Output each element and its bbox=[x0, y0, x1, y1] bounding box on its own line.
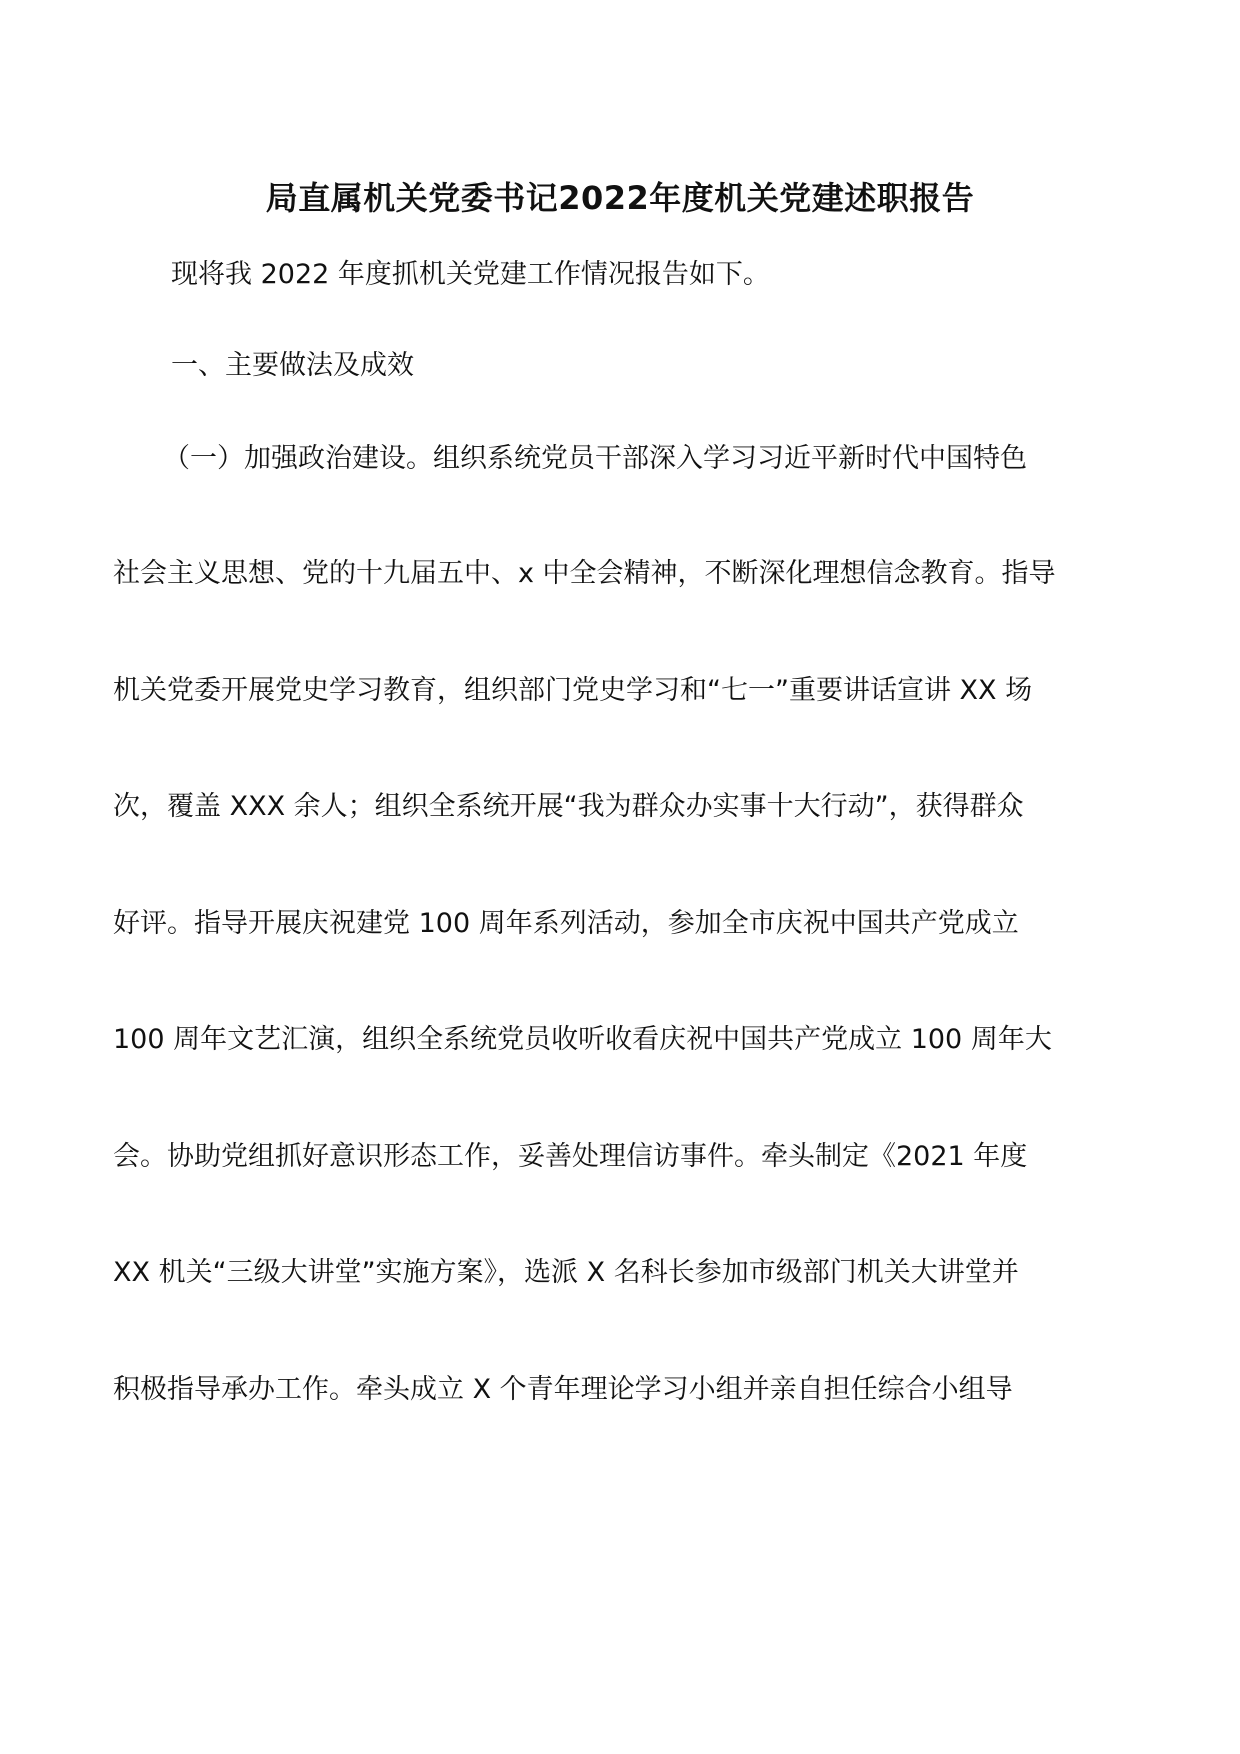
paragraph-line: 机关党委开展党史学习教育，组织部门党史学习和“七一”重要讲话宣讲 XX 场 bbox=[113, 675, 1033, 706]
paragraph-line: 社会主义思想、党的十九届五中、x 中全会精神，不断深化理想信念教育。指导 bbox=[113, 558, 1056, 589]
document-title: 局直属机关党委书记2022年度机关党建述职报告 bbox=[265, 179, 975, 217]
section-heading: 一、主要做法及成效 bbox=[171, 350, 414, 381]
intro-paragraph: 现将我 2022 年度抓机关党建工作情况报告如下。 bbox=[171, 259, 770, 290]
paragraph-line: （一）加强政治建设。组织系统党员干部深入学习习近平新时代中国特色 bbox=[163, 443, 1027, 474]
paragraph-line: 会。协助党组抓好意识形态工作，妥善处理信访事件。牵头制定《2021 年度 bbox=[113, 1141, 1028, 1172]
paragraph-line: 积极指导承办工作。牵头成立 X 个青年理论学习小组并亲自担任综合小组导 bbox=[113, 1374, 1013, 1405]
paragraph-line: 100 周年文艺汇演，组织全系统党员收听收看庆祝中国共产党成立 100 周年大 bbox=[113, 1024, 1052, 1055]
paragraph-line: XX 机关“三级大讲堂”实施方案》，选派 X 名科长参加市级部门机关大讲堂并 bbox=[113, 1257, 1019, 1288]
paragraph-line: 好评。指导开展庆祝建党 100 周年系列活动，参加全市庆祝中国共产党成立 bbox=[113, 908, 1019, 939]
paragraph-line: 次，覆盖 XXX 余人；组织全系统开展“我为群众办实事十大行动”，获得群众 bbox=[113, 791, 1024, 822]
